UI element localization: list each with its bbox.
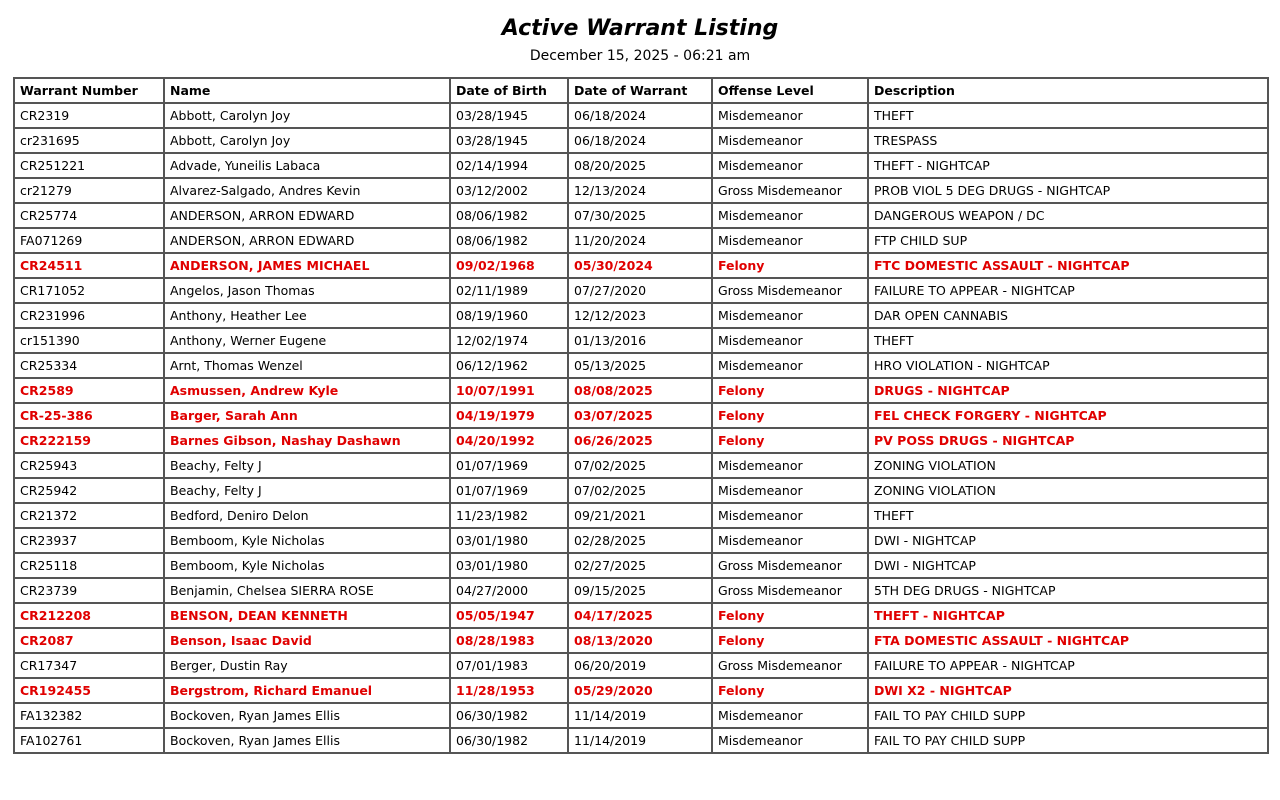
warrant-table-body bbox=[14, 103, 1268, 753]
cell-date-of-birth: 09/02/1968 bbox=[450, 253, 568, 278]
table-row bbox=[14, 553, 1268, 578]
cell-description: FAILURE TO APPEAR - NIGHTCAP bbox=[868, 653, 1268, 678]
cell-name: ANDERSON, ARRON EDWARD bbox=[164, 228, 450, 253]
cell-date-of-warrant: 12/12/2023 bbox=[568, 303, 712, 328]
cell-offense-level: Gross Misdemeanor bbox=[712, 178, 868, 203]
cell-description: DWI X2 - NIGHTCAP bbox=[868, 678, 1268, 703]
cell-date-of-birth: 03/01/1980 bbox=[450, 553, 568, 578]
cell-offense-level: Misdemeanor bbox=[712, 453, 868, 478]
cell-offense-level: Misdemeanor bbox=[712, 153, 868, 178]
cell-name: Benson, Isaac David bbox=[164, 628, 450, 653]
cell-name: Benjamin, Chelsea SIERRA ROSE bbox=[164, 578, 450, 603]
cell-description: FAIL TO PAY CHILD SUPP bbox=[868, 728, 1268, 753]
cell-warrant-number: CR24511 bbox=[14, 253, 164, 278]
table-row bbox=[14, 103, 1268, 128]
cell-date-of-warrant: 05/30/2024 bbox=[568, 253, 712, 278]
cell-name: Barger, Sarah Ann bbox=[164, 403, 450, 428]
warrant-table-container bbox=[13, 77, 1267, 754]
table-row bbox=[14, 153, 1268, 178]
cell-description: THEFT bbox=[868, 503, 1268, 528]
cell-date-of-warrant: 08/20/2025 bbox=[568, 153, 712, 178]
cell-date-of-birth: 06/30/1982 bbox=[450, 703, 568, 728]
cell-warrant-number: CR25942 bbox=[14, 478, 164, 503]
cell-date-of-warrant: 02/28/2025 bbox=[568, 528, 712, 553]
cell-name: Abbott, Carolyn Joy bbox=[164, 128, 450, 153]
cell-warrant-number: FA102761 bbox=[14, 728, 164, 753]
table-row bbox=[14, 478, 1268, 503]
cell-date-of-birth: 03/28/1945 bbox=[450, 128, 568, 153]
cell-name: Beachy, Felty J bbox=[164, 478, 450, 503]
table-row bbox=[14, 503, 1268, 528]
cell-offense-level: Misdemeanor bbox=[712, 503, 868, 528]
cell-date-of-warrant: 07/02/2025 bbox=[568, 453, 712, 478]
cell-date-of-birth: 08/06/1982 bbox=[450, 228, 568, 253]
cell-name: Anthony, Werner Eugene bbox=[164, 328, 450, 353]
cell-date-of-birth: 12/02/1974 bbox=[450, 328, 568, 353]
cell-name: Asmussen, Andrew Kyle bbox=[164, 378, 450, 403]
cell-warrant-number: cr231695 bbox=[14, 128, 164, 153]
cell-warrant-number: CR212208 bbox=[14, 603, 164, 628]
cell-date-of-warrant: 09/15/2025 bbox=[568, 578, 712, 603]
cell-date-of-birth: 08/19/1960 bbox=[450, 303, 568, 328]
table-row bbox=[14, 728, 1268, 753]
page-header bbox=[0, 0, 1280, 66]
cell-date-of-warrant: 11/14/2019 bbox=[568, 703, 712, 728]
cell-date-of-birth: 01/07/1969 bbox=[450, 453, 568, 478]
table-row bbox=[14, 628, 1268, 653]
cell-date-of-birth: 04/27/2000 bbox=[450, 578, 568, 603]
cell-description: THEFT bbox=[868, 328, 1268, 353]
cell-date-of-birth: 11/28/1953 bbox=[450, 678, 568, 703]
cell-offense-level: Felony bbox=[712, 253, 868, 278]
cell-date-of-birth: 03/01/1980 bbox=[450, 528, 568, 553]
cell-warrant-number: cr151390 bbox=[14, 328, 164, 353]
table-row bbox=[14, 653, 1268, 678]
cell-date-of-warrant: 09/21/2021 bbox=[568, 503, 712, 528]
cell-date-of-birth: 06/30/1982 bbox=[450, 728, 568, 753]
cell-name: Bedford, Deniro Delon bbox=[164, 503, 450, 528]
cell-warrant-number: CR2589 bbox=[14, 378, 164, 403]
table-row bbox=[14, 253, 1268, 278]
cell-date-of-warrant: 08/13/2020 bbox=[568, 628, 712, 653]
cell-warrant-number: CR25118 bbox=[14, 553, 164, 578]
cell-date-of-warrant: 07/02/2025 bbox=[568, 478, 712, 503]
cell-description: ZONING VIOLATION bbox=[868, 453, 1268, 478]
header-offense-level: Offense Level bbox=[712, 78, 868, 103]
cell-date-of-birth: 02/14/1994 bbox=[450, 153, 568, 178]
cell-offense-level: Misdemeanor bbox=[712, 528, 868, 553]
cell-warrant-number: CR2087 bbox=[14, 628, 164, 653]
table-row bbox=[14, 303, 1268, 328]
cell-warrant-number: FA071269 bbox=[14, 228, 164, 253]
cell-name: ANDERSON, JAMES MICHAEL bbox=[164, 253, 450, 278]
table-row bbox=[14, 703, 1268, 728]
table-row bbox=[14, 378, 1268, 403]
cell-description: ZONING VIOLATION bbox=[868, 478, 1268, 503]
header-date-of-birth: Date of Birth bbox=[450, 78, 568, 103]
cell-offense-level: Misdemeanor bbox=[712, 128, 868, 153]
cell-name: Anthony, Heather Lee bbox=[164, 303, 450, 328]
cell-date-of-warrant: 11/20/2024 bbox=[568, 228, 712, 253]
cell-date-of-warrant: 07/27/2020 bbox=[568, 278, 712, 303]
table-row bbox=[14, 428, 1268, 453]
cell-warrant-number: CR25774 bbox=[14, 203, 164, 228]
table-row bbox=[14, 403, 1268, 428]
cell-description: FTA DOMESTIC ASSAULT - NIGHTCAP bbox=[868, 628, 1268, 653]
cell-name: ANDERSON, ARRON EDWARD bbox=[164, 203, 450, 228]
cell-date-of-warrant: 04/17/2025 bbox=[568, 603, 712, 628]
cell-warrant-number: CR192455 bbox=[14, 678, 164, 703]
cell-warrant-number: CR23739 bbox=[14, 578, 164, 603]
report-datetime: December 15, 2025 - 06:21 am bbox=[529, 48, 751, 64]
cell-offense-level: Felony bbox=[712, 628, 868, 653]
cell-name: Beachy, Felty J bbox=[164, 453, 450, 478]
page-title: Active Warrant Listing bbox=[501, 16, 779, 41]
cell-offense-level: Misdemeanor bbox=[712, 478, 868, 503]
cell-date-of-birth: 07/01/1983 bbox=[450, 653, 568, 678]
cell-name: BENSON, DEAN KENNETH bbox=[164, 603, 450, 628]
cell-description: DANGEROUS WEAPON / DC bbox=[868, 203, 1268, 228]
cell-description: 5TH DEG DRUGS - NIGHTCAP bbox=[868, 578, 1268, 603]
cell-warrant-number: FA132382 bbox=[14, 703, 164, 728]
cell-name: Alvarez-Salgado, Andres Kevin bbox=[164, 178, 450, 203]
cell-description: THEFT - NIGHTCAP bbox=[868, 603, 1268, 628]
cell-description: FAILURE TO APPEAR - NIGHTCAP bbox=[868, 278, 1268, 303]
cell-name: Barnes Gibson, Nashay Dashawn bbox=[164, 428, 450, 453]
cell-warrant-number: CR23937 bbox=[14, 528, 164, 553]
cell-offense-level: Misdemeanor bbox=[712, 303, 868, 328]
cell-date-of-birth: 02/11/1989 bbox=[450, 278, 568, 303]
cell-date-of-birth: 03/12/2002 bbox=[450, 178, 568, 203]
cell-warrant-number: CR222159 bbox=[14, 428, 164, 453]
cell-description: TRESPASS bbox=[868, 128, 1268, 153]
cell-name: Berger, Dustin Ray bbox=[164, 653, 450, 678]
cell-warrant-number: cr21279 bbox=[14, 178, 164, 203]
cell-offense-level: Misdemeanor bbox=[712, 703, 868, 728]
cell-warrant-number: CR231996 bbox=[14, 303, 164, 328]
cell-description: THEFT bbox=[868, 103, 1268, 128]
cell-name: Angelos, Jason Thomas bbox=[164, 278, 450, 303]
cell-name: Bemboom, Kyle Nicholas bbox=[164, 528, 450, 553]
table-row bbox=[14, 228, 1268, 253]
cell-warrant-number: CR25334 bbox=[14, 353, 164, 378]
cell-date-of-warrant: 02/27/2025 bbox=[568, 553, 712, 578]
cell-offense-level: Misdemeanor bbox=[712, 728, 868, 753]
cell-date-of-warrant: 07/30/2025 bbox=[568, 203, 712, 228]
cell-offense-level: Gross Misdemeanor bbox=[712, 653, 868, 678]
cell-description: FAIL TO PAY CHILD SUPP bbox=[868, 703, 1268, 728]
cell-description: FTP CHILD SUP bbox=[868, 228, 1268, 253]
cell-offense-level: Gross Misdemeanor bbox=[712, 553, 868, 578]
cell-date-of-warrant: 01/13/2016 bbox=[568, 328, 712, 353]
cell-description: DRUGS - NIGHTCAP bbox=[868, 378, 1268, 403]
cell-offense-level: Felony bbox=[712, 603, 868, 628]
table-row bbox=[14, 678, 1268, 703]
cell-date-of-birth: 06/12/1962 bbox=[450, 353, 568, 378]
cell-warrant-number: CR2319 bbox=[14, 103, 164, 128]
cell-description: THEFT - NIGHTCAP bbox=[868, 153, 1268, 178]
cell-warrant-number: CR17347 bbox=[14, 653, 164, 678]
header-description: Description bbox=[868, 78, 1268, 103]
cell-offense-level: Gross Misdemeanor bbox=[712, 578, 868, 603]
cell-description: FTC DOMESTIC ASSAULT - NIGHTCAP bbox=[868, 253, 1268, 278]
cell-offense-level: Misdemeanor bbox=[712, 328, 868, 353]
cell-offense-level: Misdemeanor bbox=[712, 203, 868, 228]
cell-warrant-number: CR25943 bbox=[14, 453, 164, 478]
cell-warrant-number: CR251221 bbox=[14, 153, 164, 178]
table-row bbox=[14, 328, 1268, 353]
cell-warrant-number: CR21372 bbox=[14, 503, 164, 528]
table-row bbox=[14, 578, 1268, 603]
cell-date-of-birth: 04/19/1979 bbox=[450, 403, 568, 428]
cell-name: Abbott, Carolyn Joy bbox=[164, 103, 450, 128]
cell-warrant-number: CR171052 bbox=[14, 278, 164, 303]
cell-date-of-birth: 03/28/1945 bbox=[450, 103, 568, 128]
cell-offense-level: Felony bbox=[712, 403, 868, 428]
cell-offense-level: Misdemeanor bbox=[712, 228, 868, 253]
cell-date-of-birth: 04/20/1992 bbox=[450, 428, 568, 453]
cell-warrant-number: CR-25-386 bbox=[14, 403, 164, 428]
cell-name: Bockoven, Ryan James Ellis bbox=[164, 703, 450, 728]
table-row bbox=[14, 203, 1268, 228]
cell-date-of-warrant: 05/13/2025 bbox=[568, 353, 712, 378]
cell-description: HRO VIOLATION - NIGHTCAP bbox=[868, 353, 1268, 378]
cell-date-of-warrant: 06/26/2025 bbox=[568, 428, 712, 453]
cell-offense-level: Misdemeanor bbox=[712, 353, 868, 378]
cell-date-of-warrant: 12/13/2024 bbox=[568, 178, 712, 203]
cell-date-of-birth: 08/28/1983 bbox=[450, 628, 568, 653]
cell-date-of-birth: 01/07/1969 bbox=[450, 478, 568, 503]
cell-offense-level: Misdemeanor bbox=[712, 103, 868, 128]
cell-offense-level: Felony bbox=[712, 678, 868, 703]
cell-description: PV POSS DRUGS - NIGHTCAP bbox=[868, 428, 1268, 453]
cell-date-of-warrant: 06/18/2024 bbox=[568, 103, 712, 128]
cell-description: FEL CHECK FORGERY - NIGHTCAP bbox=[868, 403, 1268, 428]
cell-description: PROB VIOL 5 DEG DRUGS - NIGHTCAP bbox=[868, 178, 1268, 203]
cell-date-of-birth: 11/23/1982 bbox=[450, 503, 568, 528]
header-warrant-number: Warrant Number bbox=[14, 78, 164, 103]
header-name: Name bbox=[164, 78, 450, 103]
cell-date-of-warrant: 06/20/2019 bbox=[568, 653, 712, 678]
cell-offense-level: Felony bbox=[712, 378, 868, 403]
header-date-of-warrant: Date of Warrant bbox=[568, 78, 712, 103]
cell-description: DWI - NIGHTCAP bbox=[868, 553, 1268, 578]
cell-date-of-warrant: 06/18/2024 bbox=[568, 128, 712, 153]
table-row bbox=[14, 128, 1268, 153]
table-header-row bbox=[14, 78, 1268, 103]
cell-description: DWI - NIGHTCAP bbox=[868, 528, 1268, 553]
cell-date-of-warrant: 05/29/2020 bbox=[568, 678, 712, 703]
cell-offense-level: Gross Misdemeanor bbox=[712, 278, 868, 303]
cell-date-of-warrant: 08/08/2025 bbox=[568, 378, 712, 403]
cell-date-of-birth: 05/05/1947 bbox=[450, 603, 568, 628]
cell-name: Bergstrom, Richard Emanuel bbox=[164, 678, 450, 703]
table-row bbox=[14, 278, 1268, 303]
cell-date-of-birth: 10/07/1991 bbox=[450, 378, 568, 403]
cell-offense-level: Felony bbox=[712, 428, 868, 453]
cell-name: Bockoven, Ryan James Ellis bbox=[164, 728, 450, 753]
table-row bbox=[14, 528, 1268, 553]
table-row bbox=[14, 453, 1268, 478]
table-row bbox=[14, 353, 1268, 378]
cell-description: DAR OPEN CANNABIS bbox=[868, 303, 1268, 328]
cell-date-of-birth: 08/06/1982 bbox=[450, 203, 568, 228]
table-row bbox=[14, 603, 1268, 628]
cell-date-of-warrant: 11/14/2019 bbox=[568, 728, 712, 753]
cell-date-of-warrant: 03/07/2025 bbox=[568, 403, 712, 428]
cell-name: Arnt, Thomas Wenzel bbox=[164, 353, 450, 378]
table-row bbox=[14, 178, 1268, 203]
cell-name: Bemboom, Kyle Nicholas bbox=[164, 553, 450, 578]
warrant-table bbox=[13, 77, 1269, 754]
cell-name: Advade, Yuneilis Labaca bbox=[164, 153, 450, 178]
